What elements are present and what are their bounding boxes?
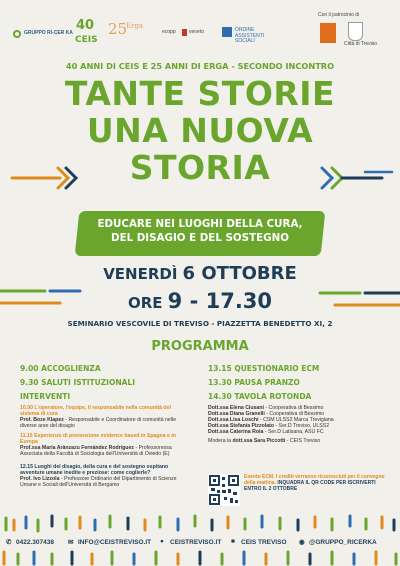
ecopp-logo-text: ecopp xyxy=(162,29,176,35)
citta-treviso-label: Città di Treviso xyxy=(344,41,378,47)
event-venue: SEMINARIO VESCOVILE DI TREVISO - PIAZZETTA BENEDETTO XI, 2 xyxy=(67,319,333,328)
ordine-logo-text: ORDINE ASSISTENTI SOCIALI xyxy=(235,27,265,44)
panelist-4-role: - Ser.D Treviso, ULSS2 xyxy=(274,423,330,429)
event-time-label: ORE xyxy=(127,294,163,312)
ecm-cta: INQUADRA IL QR CODE PER ISCRIVERTI ENTRO IL 2 OTTOBRE xyxy=(244,480,376,492)
talk-2-speaker: Prof.ssa María Aránzazu Fernández Rodríguez xyxy=(20,445,134,451)
panelist-1-role: - Cooperativa di Bessimo xyxy=(263,405,324,411)
logo-ricerka xyxy=(12,27,74,41)
logo-ordine xyxy=(222,25,282,43)
talk-1 xyxy=(20,405,180,429)
panelist-5 xyxy=(208,429,388,435)
talk-2-role: - Professoressa Associata della Facoltà di Sociologia dell'Università di Oviedo (E) xyxy=(20,445,172,457)
logo-erga xyxy=(108,20,148,46)
moderator xyxy=(208,438,388,444)
event-day: VENERDÌ xyxy=(103,265,178,283)
panelist-5-role: - Ser.D Latisana, ASU FC xyxy=(263,429,324,435)
veneto-flag-icon xyxy=(182,29,187,36)
panelist-2-name: Dott.ssa Diana Granelli xyxy=(208,411,265,417)
talk-1-speaker: Prof. Boze Klapez xyxy=(20,417,64,423)
title-line-2: UNA NUOVA xyxy=(86,111,314,150)
panelist-5-name: Dott.ssa Caterina Roia xyxy=(208,429,264,435)
talk-3-role: - Professore Ordinario del Dipartimento di Scienze Umane e Sociali dell'Università di Bergamo xyxy=(20,476,177,488)
prog-right-item-1: 13.15 QUESTIONARIO ECM xyxy=(208,364,320,373)
event-date-value: 6 OTTOBRE xyxy=(182,263,297,284)
phone-icon: ✆ xyxy=(6,539,12,546)
erga-25-text: 25 xyxy=(108,20,128,38)
title-line-1: TANTE STORIE xyxy=(64,74,336,113)
prog-right-item-3: 14.30 TAVOLA ROTONDA xyxy=(208,392,312,401)
email-icon: ✉ xyxy=(68,539,74,546)
event-time-value: 9 - 17.30 xyxy=(167,289,273,313)
veneto-logo-text: veneto xyxy=(189,29,205,35)
panel-list xyxy=(208,405,388,444)
talk-2-title: 11.15 Esperienze di prevenzione evidence based in Spagna e in Europa xyxy=(20,433,176,445)
talk-3 xyxy=(20,464,180,488)
banner-line-2: DEL DISAGIO E DEL SOSTEGNO xyxy=(111,232,289,244)
prog-right-item-2: 13.30 PAUSA PRANZO xyxy=(208,378,300,387)
panelist-3-role: - CSM ULSS2 Marca Trevigiana xyxy=(258,417,334,423)
ecm-info xyxy=(244,474,394,492)
logo-veneto xyxy=(162,28,212,40)
moderator-role: - CEIS Treviso xyxy=(285,438,321,444)
programma-heading: PROGRAMMA xyxy=(151,339,249,354)
patrocinio-label: Con il patrocinio di xyxy=(318,12,360,18)
web-icon: ● xyxy=(160,538,164,545)
facebook-icon: ■ xyxy=(231,538,235,545)
left-chevrons-icon xyxy=(10,163,80,193)
ecm-text: Evento ECM. I crediti verranno riconosciuti per il convegno della mattina. xyxy=(244,474,385,486)
right-chevrons-icon xyxy=(320,163,395,193)
logo-ceis xyxy=(73,18,103,46)
ceis-logo-text: CEIS xyxy=(75,35,98,45)
prog-left-item-2: 9.30 SALUTI ISTITUZIONALI xyxy=(20,378,136,387)
talk-1-title: 10.00 L'operatore, l'équipe, il responsabile nella comunità del sistema di cura xyxy=(20,405,171,417)
ordine-logo-icon xyxy=(222,27,232,37)
prog-left-item-1: 9.00 ACCOGLIENZA xyxy=(20,364,101,373)
erga-logo-text: Erga xyxy=(126,22,144,30)
ricerka-logo-text: GRUPPO RI-CER KA xyxy=(24,30,73,36)
event-date xyxy=(0,263,400,284)
panelist-3-name: Dott.ssa Lisa Loschi xyxy=(208,417,259,423)
footer-email[interactable]: INFO@CEISTREVISO.IT xyxy=(78,539,152,546)
talk-3-title: 12.15 Luoghi del disagio, della cura e del sostegno ospitano avventure umane inedite e preziose: come coglierle? xyxy=(20,464,169,476)
panelist-2-role: - Cooperativa di Bessimo xyxy=(264,411,325,417)
patrocinio-logo-1 xyxy=(320,23,336,43)
talk-1-role: - Responsabile e Coordinatore di comunità nelle diverse aree del disagio xyxy=(20,417,177,429)
footer-phone[interactable]: 0422.307438 xyxy=(16,539,54,546)
title-line-3: STORIA xyxy=(129,148,271,187)
footer-social-2[interactable]: @GRUPPO_RICERKA xyxy=(309,539,377,546)
ricerka-logo-icon xyxy=(12,29,22,39)
talk-2 xyxy=(20,433,180,457)
panelist-1-name: Dott.ssa Elena Ciusani xyxy=(208,405,264,411)
footer-contacts xyxy=(6,538,396,550)
qr-code-icon[interactable] xyxy=(208,474,240,506)
footer-web[interactable]: CEISTREVISO.IT xyxy=(170,539,222,546)
citta-treviso-crest-icon xyxy=(348,22,363,41)
moderator-name: dott.ssa Sara Piccotti xyxy=(232,438,286,444)
moderator-prefix: Modera la xyxy=(208,438,233,444)
event-subtitle: 40 ANNI DI CEIS E 25 ANNI DI ERGA - SECONDO INCONTRO xyxy=(65,61,335,71)
ceis-40-text: 40 xyxy=(76,18,95,33)
prog-interventi-heading: INTERVENTI xyxy=(20,392,71,401)
date-decorative-lines xyxy=(0,283,400,323)
banner-line-1: EDUCARE NEI LUOGHI DELLA CURA, xyxy=(97,218,303,230)
talk-3-speaker: Prof. Ivo Lizzola xyxy=(20,476,60,482)
panelist-4-name: Dott.ssa Stefania Pizzolato xyxy=(208,423,275,429)
footer-social-1[interactable]: CEIS TREVISO xyxy=(241,539,287,546)
instagram-icon: ◉ xyxy=(299,539,305,546)
